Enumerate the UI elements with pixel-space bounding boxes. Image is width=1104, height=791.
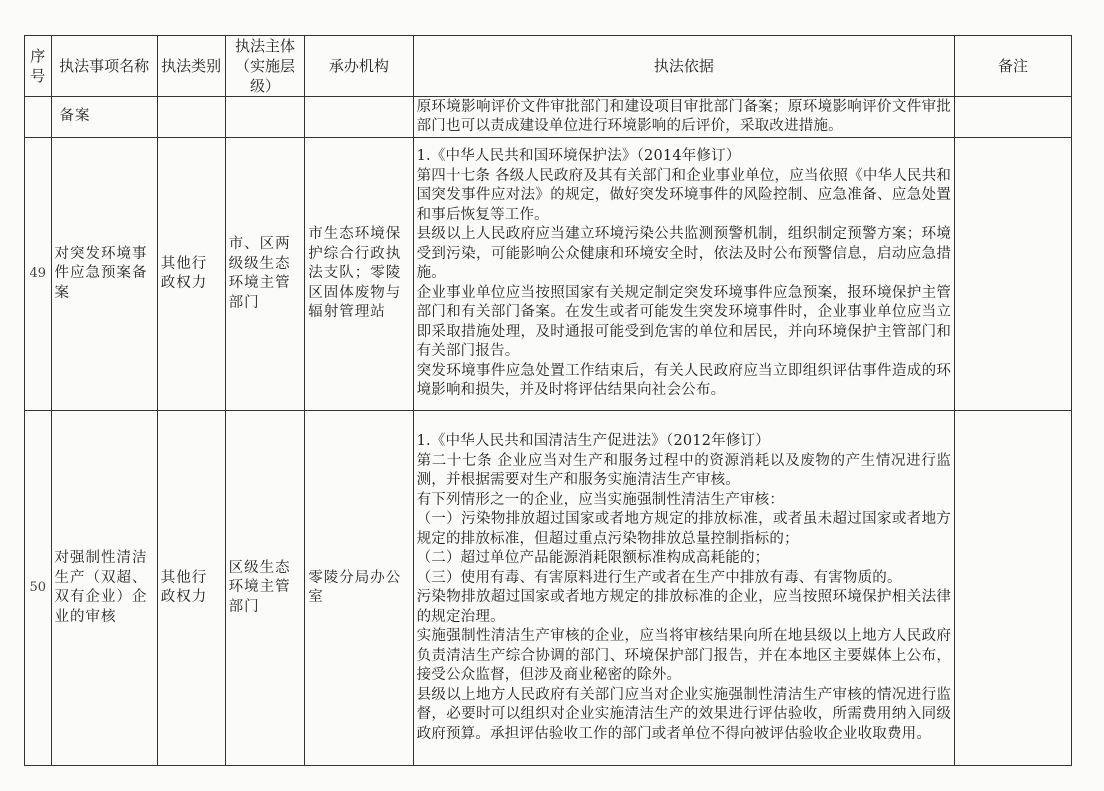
enforcement-type: 其他行政权力 <box>157 411 225 766</box>
basis-line: 有下列情形之一的企业，应当实施强制性清洁生产审核： <box>416 491 785 508</box>
basis-line: 县级以上人民政府应当建立环境污染公共监测预警机制，组织制定预警方案；环境受到污染，可能影响公众健康和环境安全时，依法及时公布预警信息，启动应急措施。 <box>416 226 952 282</box>
basis-line: 实施强制性清洁生产审核的企业，应当将审核结果向所在地县级以上地方人民政府负责清洁生产综合协调的部门、环境保护部门报告，并在本地区主要媒体上公布，接受公众监督，但涉及商业秘密的除外。 <box>416 628 952 683</box>
header-item-name: 执法事项名称 <box>51 36 157 97</box>
basis-line: 第二十七条 企业应当对生产和服务过程中的资源消耗以及废物的产生情况进行监测，并根据需要对生产和服务实施清洁生产审核。 <box>416 452 952 488</box>
basis-line: （一）污染物排放超过国家或者地方规定的排放标准，或者虽未超过国家或者地方规定的排放标准，但超过重点污染物排放总量控制指标的； <box>416 511 952 547</box>
header-remark: 备注 <box>955 36 1072 97</box>
continuation-remark <box>955 97 1072 138</box>
basis-line: 第四十七条 各级人民政府及其有关部门和企业事业单位，应当依照《中华人民共和国突发事件应对法》的规定，做好突发环境事件的风险控制、应急准备、应急处置和事后恢复等工作。 <box>416 167 952 223</box>
continuation-org <box>305 97 413 138</box>
header-subject: 执法主体（实施层级） <box>225 36 305 97</box>
enforcement-subject: 市、区两级级生态环境主管部门 <box>225 138 305 411</box>
basis-line: 企业事业单位应当按照国家有关规定制定突发环境事件应急预案，报环境保护主管部门和有关部门备案。在发生或者可能发生突发环境事件时，企业事业单位应当立即采取措施处理，及时通报可能受到危害的单位和居民，并向环境保护主管部门和有关部门报告。 <box>416 284 952 360</box>
basis-line: 1.《中华人民共和国环境保护法》（2014年修订） <box>416 148 741 165</box>
enforcement-type: 其他行政权力 <box>157 138 225 411</box>
responsible-org: 零陵分局办公室 <box>305 411 413 766</box>
header-serial-no: 序号 <box>25 36 52 97</box>
basis-line: 突发环境事件应急处置工作结束后，有关人民政府应当立即组织评估事件造成的环境影响和损失，并及时将评估结果向社会公布。 <box>416 362 952 399</box>
enforcement-subject: 区级生态环境主管部门 <box>225 411 305 766</box>
basis-line: 1.《中华人民共和国清洁生产促进法》（2012年修订） <box>416 433 770 449</box>
row-number: 49 <box>25 138 52 411</box>
responsible-org: 市生态环境保护综合行政执法支队；零陵区固体废物与辐射管理站 <box>305 138 413 411</box>
remark <box>955 138 1072 411</box>
row-number: 50 <box>25 411 52 766</box>
law-enforcement-table <box>24 35 1072 766</box>
continuation-basis: 原环境影响评价文件审批部门和建设项目审批部门备案；原环境影响评价文件审批部门也可以责成建设单位进行环境影响的后评价，采取改进措施。 <box>413 97 955 138</box>
basis-line: 污染物排放超过国家或者地方规定的排放标准的企业，应当按照环境保护相关法律的规定治理。 <box>416 589 952 625</box>
header-category: 执法类别 <box>157 36 225 97</box>
header-row <box>25 36 1072 97</box>
item-name: 对强制性清洁生产（双超、双有企业）企业的审核 <box>51 411 157 766</box>
table-row <box>25 411 1072 766</box>
remark <box>955 411 1072 766</box>
header-organization: 承办机构 <box>305 36 413 97</box>
basis-line: （三）使用有毒、有害原料进行生产或者在生产中排放有毒、有害物质的。 <box>416 569 902 586</box>
continuation-name: 备案 <box>51 97 157 138</box>
item-name: 对突发环境事件应急预案备案 <box>51 138 157 411</box>
basis-line: （二）超过单位产品能源消耗限额标准构成高耗能的； <box>416 550 770 566</box>
continuation-type <box>157 97 225 138</box>
continuation-row <box>25 97 1072 138</box>
table-row <box>25 138 1072 411</box>
legal-basis <box>413 411 955 766</box>
header-legal-basis: 执法依据 <box>413 36 955 97</box>
legal-basis <box>413 138 955 411</box>
continuation-no <box>25 97 52 138</box>
continuation-subject <box>225 97 305 138</box>
basis-line: 县级以上地方人民政府有关部门应当对企业实施强制性清洁生产审核的情况进行监督，必要时可以组织对企业实施清洁生产的效果进行评估验收，所需费用纳入同级政府预算。承担评估验收工作的部门或者单位不得向被评估验收企业收取费用。 <box>416 686 952 742</box>
